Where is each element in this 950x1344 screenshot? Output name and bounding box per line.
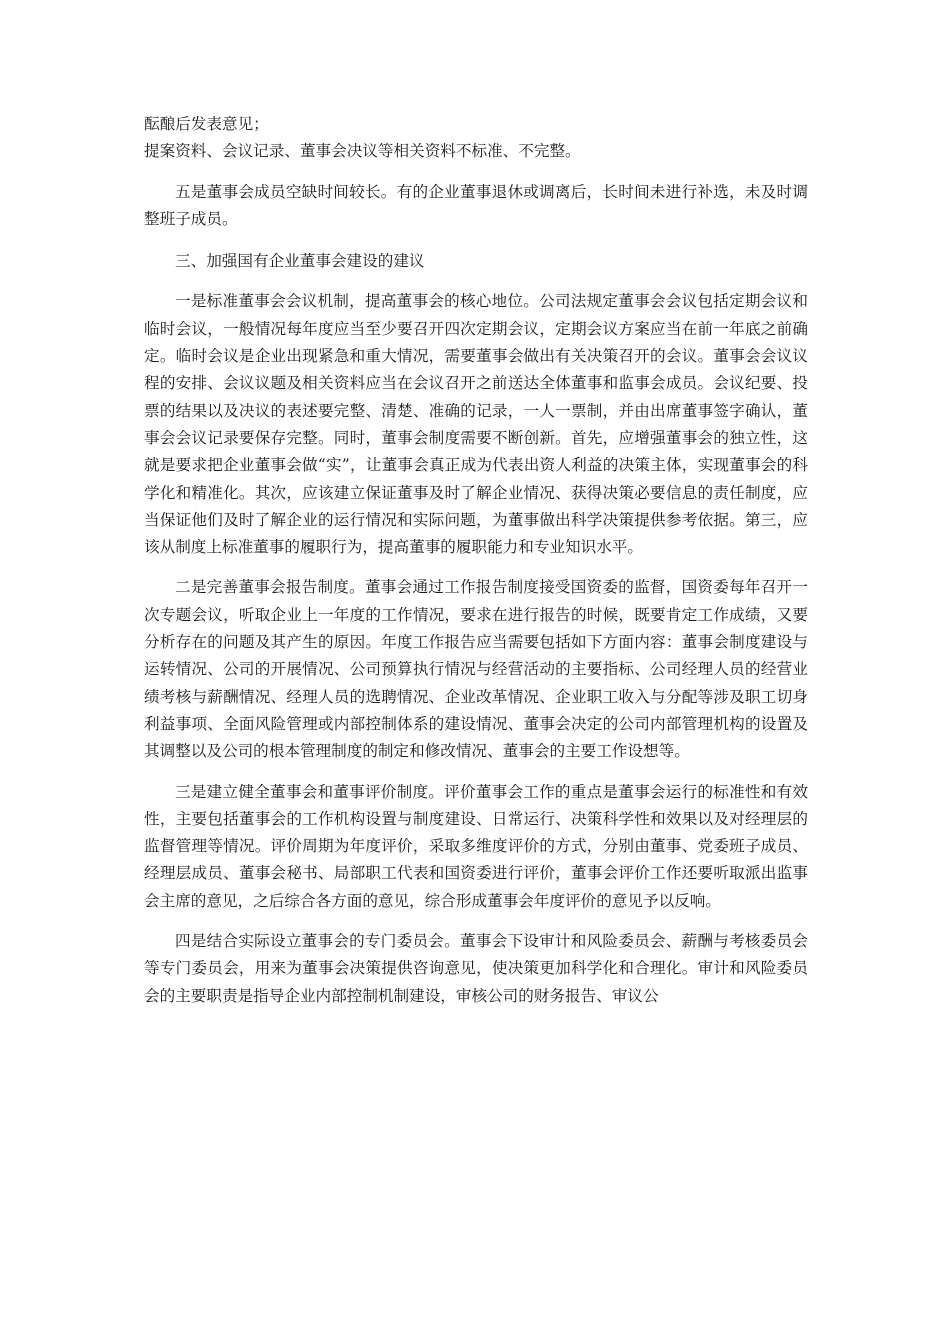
section-heading: 三、加强国有企业董事会建设的建议 xyxy=(175,252,425,271)
paragraph-evaluation-system: 三是建立健全董事会和董事评价制度。评价董事会工作的重点是董事会运行的标准性和有效性，主要包括董事会的工作机构设置与制度建设、日常运行、决策科学性和效果以及对经理层的监督管理等情况。评价周期为年度评价，采取多维度评价的方式，分别由董事、党委班子成员、经理层成员、董事会秘书、局部职工代表和国资委进行评价，董事会评价工作还要听取派出监事会主席的意见，之后综合各方面的意见，综合形成董事会年度评价的意见予以反响。 xyxy=(144,782,808,910)
paragraph-meeting-mechanism: 一是标准董事会会议机制，提高董事会的核心地位。公司法规定董事会会议包括定期会议和临时会议，一般情况每年度应当至少要召开四次定期会议，定期会议方案应当在前一年底之前确定。临时会议是企业出现紧急和重大情况，需要董事会做出有关决策召开的会议。董事会会议议程的安排、会议议题及相关资料应当在会议召开之前送达全体董事和监事会成员。会议纪要、投票的结果以及决议的表述要完整、清楚、准确的记录，一人一票制，并由出席董事签字确认，董事会会议记录要保存完整。同时，董事会制度需要不断创新。首先，应增强董事会的独立性，这就是要求把企业董事会做“实”，让董事会真正成为代表出资人利益的决策主体，实现董事会的科学化和精准化。其次，应该建立保证董事及时了解企业情况、获得决策必要信息的责任制度，应当保证他们及时了解企业的运行情况和实际问题，为董事做出科学决策提供参考依据。第三，应该从制度上标准董事的履职行为，提高董事的履职能力和专业知识水平。 xyxy=(144,292,808,557)
paragraph-report-system: 二是完善董事会报告制度。董事会通过工作报告制度接受国资委的监督，国资委每年召开一次专题会议，听取企业上一年度的工作情况，要求在进行报告的时候，既要肯定工作成绩，又要分析存在的问题及其产生的原因。年度工作报告应当需要包括如下方面内容：董事会制度建设与运转情况、公司的开展情况、公司预算执行情况与经营活动的主要指标、公司经理人员的经营业绩考核与薪酬情况、经理人员的选聘情况、企业改革情况、企业职工收入与分配等涉及职工切身利益事项、全面风险管理或内部控制体系的建设情况、董事会决定的公司内部管理机构的设置及其调整以及公司的根本管理制度的制定和修改情况、董事会的主要工作设想等。 xyxy=(144,578,808,761)
paragraph-vacancy: 五是董事会成员空缺时间较长。有的企业董事退休或调离后，长时间未进行补选，未及时调整班子成员。 xyxy=(144,182,808,228)
text-line: 酝酿后发表意见； xyxy=(144,115,269,133)
document-body xyxy=(144,111,808,1010)
paragraph-special-committees: 四是结合实际设立董事会的专门委员会。董事会下设审计和风险委员会、薪酬与考核委员会等专门委员会，用来为董事会决策提供咨询意见，使决策更加科学化和合理化。审计和风险委员会的主要职责是指导企业内部控制机制建设，审核公司的财务报告、审议公 xyxy=(144,932,808,1005)
text-line: 提案资料、会议记录、董事会决议等相关资料不标准、不完整。 xyxy=(144,142,581,161)
